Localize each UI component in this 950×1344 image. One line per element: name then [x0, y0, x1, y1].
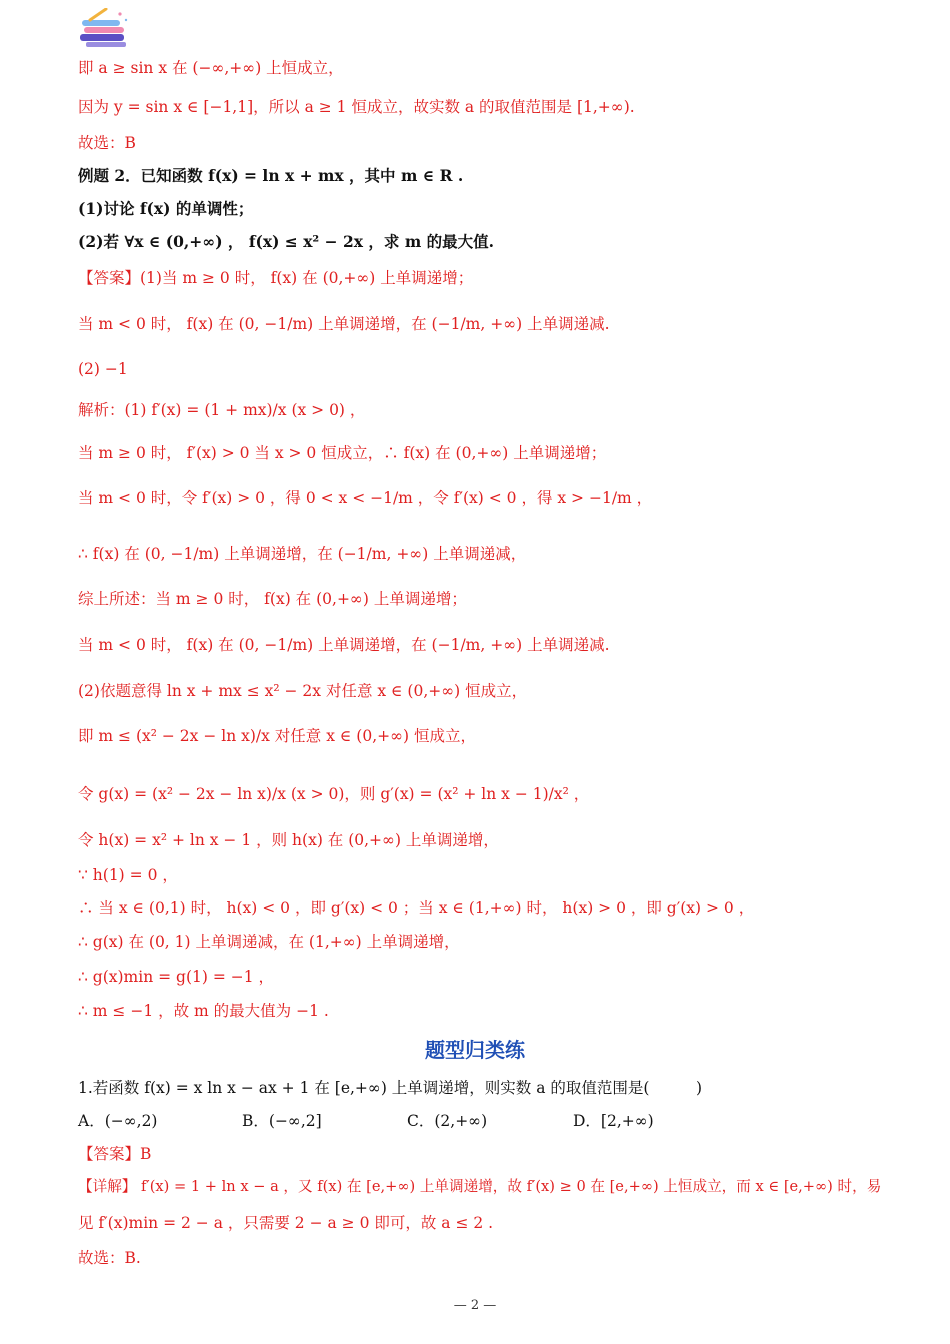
solution-line: 当 m ≥ 0 时， f′(x) > 0 当 x > 0 恒成立，∴ f(x) 在 (0,+∞) 上单调递增； [78, 444, 607, 462]
solution-line: 解析：(1) f′(x) = (1 + mx)/x (x > 0) ， [78, 401, 366, 419]
solution-line: 综上所述：当 m ≥ 0 时， f(x) 在 (0,+∞) 上单调递增； [78, 590, 467, 608]
solution-line: (2)依题意得 ln x + mx ≤ x² − 2x 对任意 x ∈ (0,+∞) 恒成立， [78, 682, 528, 700]
books-logo-icon [76, 8, 132, 50]
practice-explanation: 见 f′(x)min = 2 − a ，只需要 2 − a ≥ 0 即可，故 a ≤ 2 . [78, 1214, 494, 1232]
page-number: — 2 — [453, 1298, 497, 1313]
practice-question: 1.若函数 f(x) = x ln x − ax + 1 在 [e,+∞) 上单调递增，则实数 a 的取值范围是( ) [78, 1079, 702, 1097]
solution-line: ∴ g(x) 在 (0, 1) 上单调递减，在 (1,+∞) 上单调递增， [78, 933, 460, 951]
answer-line: (2) −1 [78, 360, 128, 378]
solution-line: 即 m ≤ (x² − 2x − ln x)/x 对任意 x ∈ (0,+∞) 恒成立， [78, 727, 477, 745]
practice-explanation: 【详解】 f′(x) = 1 + ln x − a ，又 f(x) 在 [e,+∞) 上单调递增，故 f′(x) ≥ 0 在 [e,+∞) 上恒成立，而 x ∈ [e,+∞) 时，易 [78, 1178, 882, 1195]
practice-answer: 【答案】B [78, 1145, 152, 1163]
option-b: B．(−∞,2] [242, 1112, 322, 1130]
solution-line: ∴ m ≤ −1 ，故 m 的最大值为 −1 . [78, 1002, 329, 1020]
option-d: D．[2,+∞) [573, 1112, 654, 1130]
solution-line: 当 m < 0 时，令 f′(x) > 0 ，得 0 < x < −1/m ，令 f′(x) < 0 ，得 x > −1/m ， [78, 489, 653, 507]
section-title: 题型归类练 [425, 1038, 525, 1062]
text-line: 即 a ≥ sin x 在 (−∞,+∞) 上恒成立， [78, 59, 344, 77]
solution-line: 当 m < 0 时， f(x) 在 (0, −1/m) 上单调递增，在 (−1/m, +∞) 上单调递减. [78, 636, 610, 654]
solution-line: 令 g(x) = (x² − 2x − ln x)/x (x > 0)，则 g′(x) = (x² + ln x − 1)/x² ， [78, 785, 590, 803]
practice-choice: 故选：B. [78, 1249, 141, 1267]
solution-line: ∴ g(x)min = g(1) = −1 ， [78, 968, 275, 986]
answer-line: 【答案】(1)当 m ≥ 0 时， f(x) 在 (0,+∞) 上单调递增； [78, 269, 474, 287]
text-line: 因为 y = sin x ∈ [−1,1]，所以 a ≥ 1 恒成立，故实数 a 的取值范围是 [1,+∞). [78, 98, 635, 116]
solution-line: ∴ 当 x ∈ (0,1) 时， h(x) < 0 ，即 g′(x) < 0 ；当 x ∈ (1,+∞) 时， h(x) > 0 ，即 g′(x) > 0 ， [78, 899, 755, 917]
solution-line: ∴ f(x) 在 (0, −1/m) 上单调递增，在 (−1/m, +∞) 上单调递减， [78, 545, 527, 563]
option-a: A．(−∞,2) [78, 1112, 158, 1130]
example-title: 例题 2．已知函数 f(x) = ln x + mx ，其中 m ∈ R . [78, 166, 464, 185]
option-c: C．(2,+∞) [407, 1112, 488, 1130]
question-part-2: (2)若 ∀x ∈ (0,+∞) ， f(x) ≤ x² − 2x ，求 m 的最大值. [78, 232, 495, 251]
solution-line: 令 h(x) = x² + ln x − 1 ，则 h(x) 在 (0,+∞) 上单调递增， [78, 831, 499, 849]
text-line: 故选：B [78, 134, 136, 152]
solution-line: ∵ h(1) = 0 ， [78, 866, 178, 884]
question-part-1: (1)讨论 f(x) 的单调性； [78, 199, 254, 218]
answer-line: 当 m < 0 时， f(x) 在 (0, −1/m) 上单调递增，在 (−1/m, +∞) 上单调递减. [78, 315, 610, 333]
